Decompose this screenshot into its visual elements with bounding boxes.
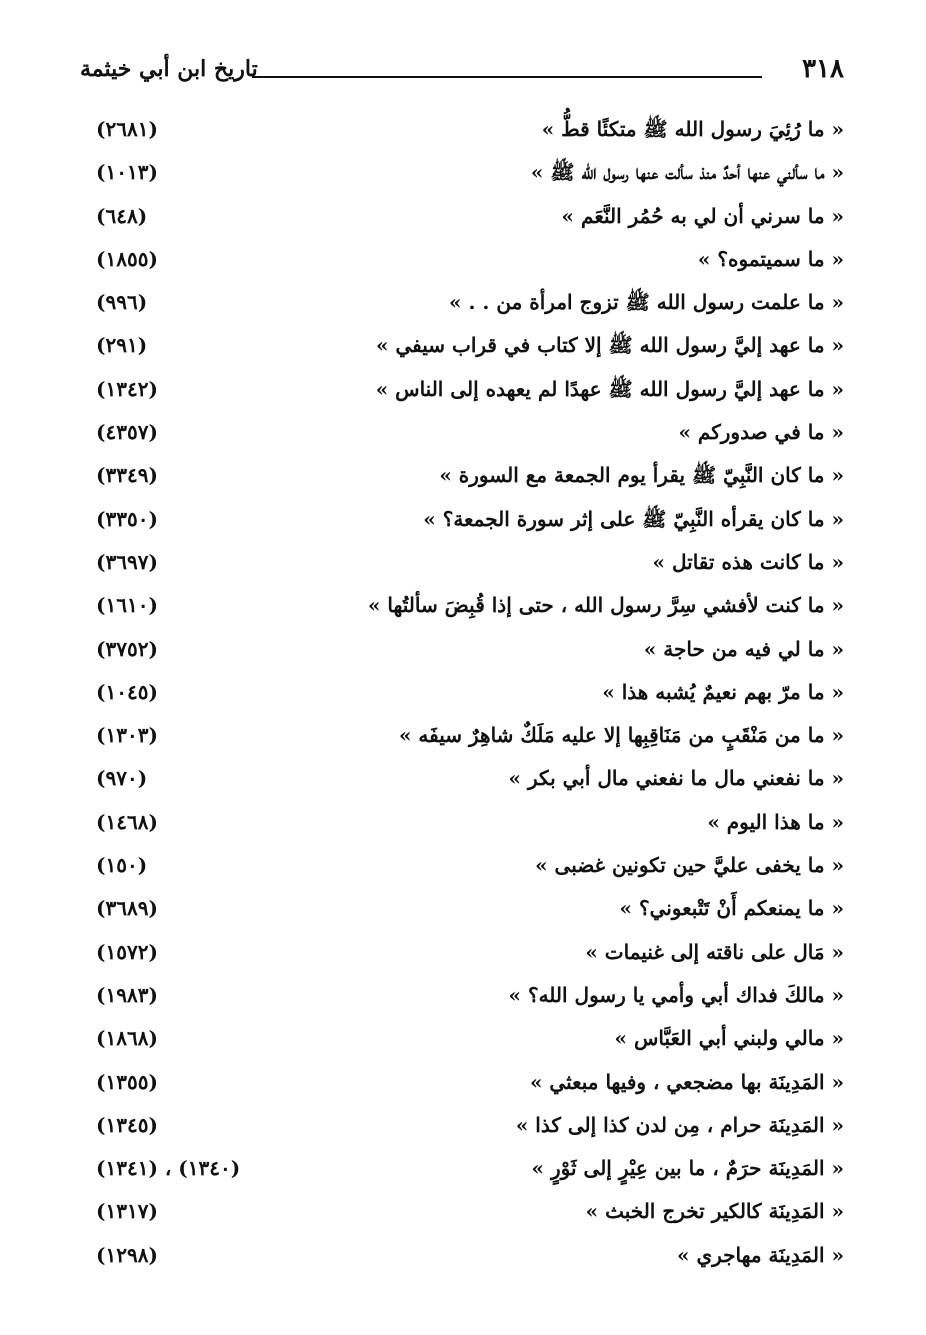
index-entry: [96, 974, 844, 1017]
page-header: [80, 50, 844, 90]
entry-reference-number: (١٣٤٥): [96, 1112, 158, 1137]
entry-reference-number: (١٤٦٨): [96, 809, 158, 834]
entry-reference-number: (٩٩٦): [96, 290, 148, 315]
entry-reference-number: (١٣٥٥): [96, 1069, 158, 1094]
entry-text: « ما من مَنْقَبٍ من مَنَاقِبِها إلا عليه مَلَكٌ شاهِرٌ سيفَه »: [398, 723, 844, 748]
entry-text: « ما في صدوركم »: [678, 420, 844, 445]
entry-text: « المَدِينَة حرَمٌ ، ما بين عِيْرٍ إلى ثَوْرٍ »: [531, 1156, 844, 1181]
hadith-index-list: [96, 108, 844, 1277]
entry-reference-number: (١٢٩٨): [96, 1242, 158, 1267]
entry-text: « ما علمت رسول الله ﷺ تزوج امرأة من . . »: [449, 290, 844, 315]
entry-text: « ما يخفى عليَّ حين تكونين غضبى »: [535, 853, 844, 878]
index-entry: [96, 887, 844, 930]
index-entry: [96, 714, 844, 757]
entry-text: « مالكَ فداك أبي وأمي يا رسول الله؟ »: [508, 982, 844, 1007]
index-entry: [96, 1104, 844, 1147]
entry-reference-number: (١٠١٣): [96, 160, 158, 185]
entry-text: « مالي ولبني أبي العَبَّاس »: [614, 1026, 844, 1051]
entry-reference-number: (٣٧٥٢): [96, 636, 158, 661]
entry-text: « ما مرّ بهم نعيمٌ يُشبه هذا »: [602, 679, 844, 704]
header-rule: [252, 76, 762, 78]
index-entry: [96, 1061, 844, 1104]
entry-text: « المَدِينَة حرام ، مِن لدن كذا إلى كذا »: [515, 1112, 844, 1137]
entry-text: « ما كان النَّبِيّ ﷺ يقرأ يوم الجمعة مع السورة »: [439, 463, 844, 488]
index-entry: [96, 628, 844, 671]
entry-text: « ما يمنعكم أَنْ تَتْبعوني؟ »: [619, 896, 844, 921]
index-entry: [96, 281, 844, 324]
entry-reference-number: (١٨٥٥): [96, 246, 158, 271]
index-entry: [96, 844, 844, 887]
index-entry: [96, 324, 844, 367]
index-entry: [96, 368, 844, 411]
index-entry: [96, 671, 844, 714]
entry-reference-number: (٩٧٠): [96, 766, 148, 791]
entry-reference-number: (١٨٦٨): [96, 1026, 158, 1051]
entry-text: « ما كنت لأفشي سِرَّ رسول الله ، حتى إذا قُبِضَ سألتُها »: [367, 593, 844, 618]
entry-text: « المَدِينَة مهاجري »: [676, 1242, 844, 1267]
entry-reference-number: (٢٩١): [96, 333, 148, 358]
entry-reference-number: (٦٤٨): [96, 203, 148, 228]
entry-reference-number: (٢٦٨١): [96, 117, 158, 141]
entry-text: « المَدِينَة بها مضجعي ، وفيها مبعثي »: [529, 1069, 844, 1094]
index-entry: [96, 931, 844, 974]
index-entry: [96, 238, 844, 281]
index-entry: [96, 151, 844, 194]
entry-text: « مَال على ناقته إلى غنيمات »: [585, 939, 844, 964]
entry-text: « المَدِينَة كالكير تخرج الخبث »: [585, 1199, 844, 1224]
entry-reference-number: (٣٣٤٩): [96, 463, 158, 488]
index-entry: [96, 195, 844, 238]
entry-reference-number: (٣٦٨٩): [96, 896, 158, 921]
entry-reference-number: (٣٣٥٠): [96, 506, 158, 531]
entry-text: « ما رُئِيَ رسول الله ﷺ متكئًا قطُّ »: [541, 117, 844, 141]
book-title: تاريخ ابن أبي خيثمة: [80, 56, 258, 82]
entry-reference-number: (١٣٤٢): [96, 376, 158, 401]
entry-text: « ما سرني أن لي به حُمُر النَّعَم »: [561, 203, 844, 228]
index-entry: [96, 1190, 844, 1233]
entry-reference-number: (١٦١٠): [96, 593, 158, 618]
entry-text: « ما نفعني مال ما نفعني مال أبي بكر »: [508, 766, 844, 791]
index-entry: [96, 108, 844, 151]
index-entry: [96, 411, 844, 454]
entry-text: « ما كانت هذه تقاتل »: [652, 549, 844, 574]
entry-reference-number: (٣٦٩٧): [96, 549, 158, 574]
entry-text: « ما هذا اليوم »: [707, 809, 844, 834]
index-entry: [96, 498, 844, 541]
index-entry: [96, 541, 844, 584]
index-entry: [96, 454, 844, 497]
entry-text: « ما لي فيه من حاجة »: [643, 636, 844, 661]
entry-text: « ما سألني عنها أحدٌ منذ سألت عنها رسول الله ﷺ »: [530, 160, 844, 185]
entry-reference-number: (١٣١٧): [96, 1199, 158, 1224]
entry-reference-number: (١٣٤٠) ، (١٣٤١): [96, 1156, 241, 1181]
index-entry: [96, 757, 844, 800]
entry-text: « ما كان يقرأه النَّبِيّ ﷺ على إثر سورة الجمعة؟ »: [423, 506, 844, 531]
entry-reference-number: (١٠٤٥): [96, 679, 158, 704]
index-entry: [96, 584, 844, 627]
entry-text: « ما عهد إليَّ رسول الله ﷺ عهدًا لم يعهده إلى الناس »: [375, 376, 844, 401]
entry-text: « ما عهد إليَّ رسول الله ﷺ إلا كتاب في قراب سيفي »: [376, 333, 844, 358]
index-entry: [96, 801, 844, 844]
entry-reference-number: (١٥٧٢): [96, 939, 158, 964]
entry-reference-number: (١٥٠): [96, 853, 148, 878]
entry-reference-number: (٤٣٥٧): [96, 420, 158, 445]
page-number: ٣١٨: [802, 54, 844, 84]
index-entry: [96, 1147, 844, 1190]
index-entry: [96, 1017, 844, 1060]
entry-reference-number: (١٣٠٣): [96, 723, 158, 748]
entry-text: « ما سميتموه؟ »: [697, 246, 844, 271]
entry-reference-number: (١٩٨٣): [96, 982, 158, 1007]
index-entry: [96, 1234, 844, 1277]
